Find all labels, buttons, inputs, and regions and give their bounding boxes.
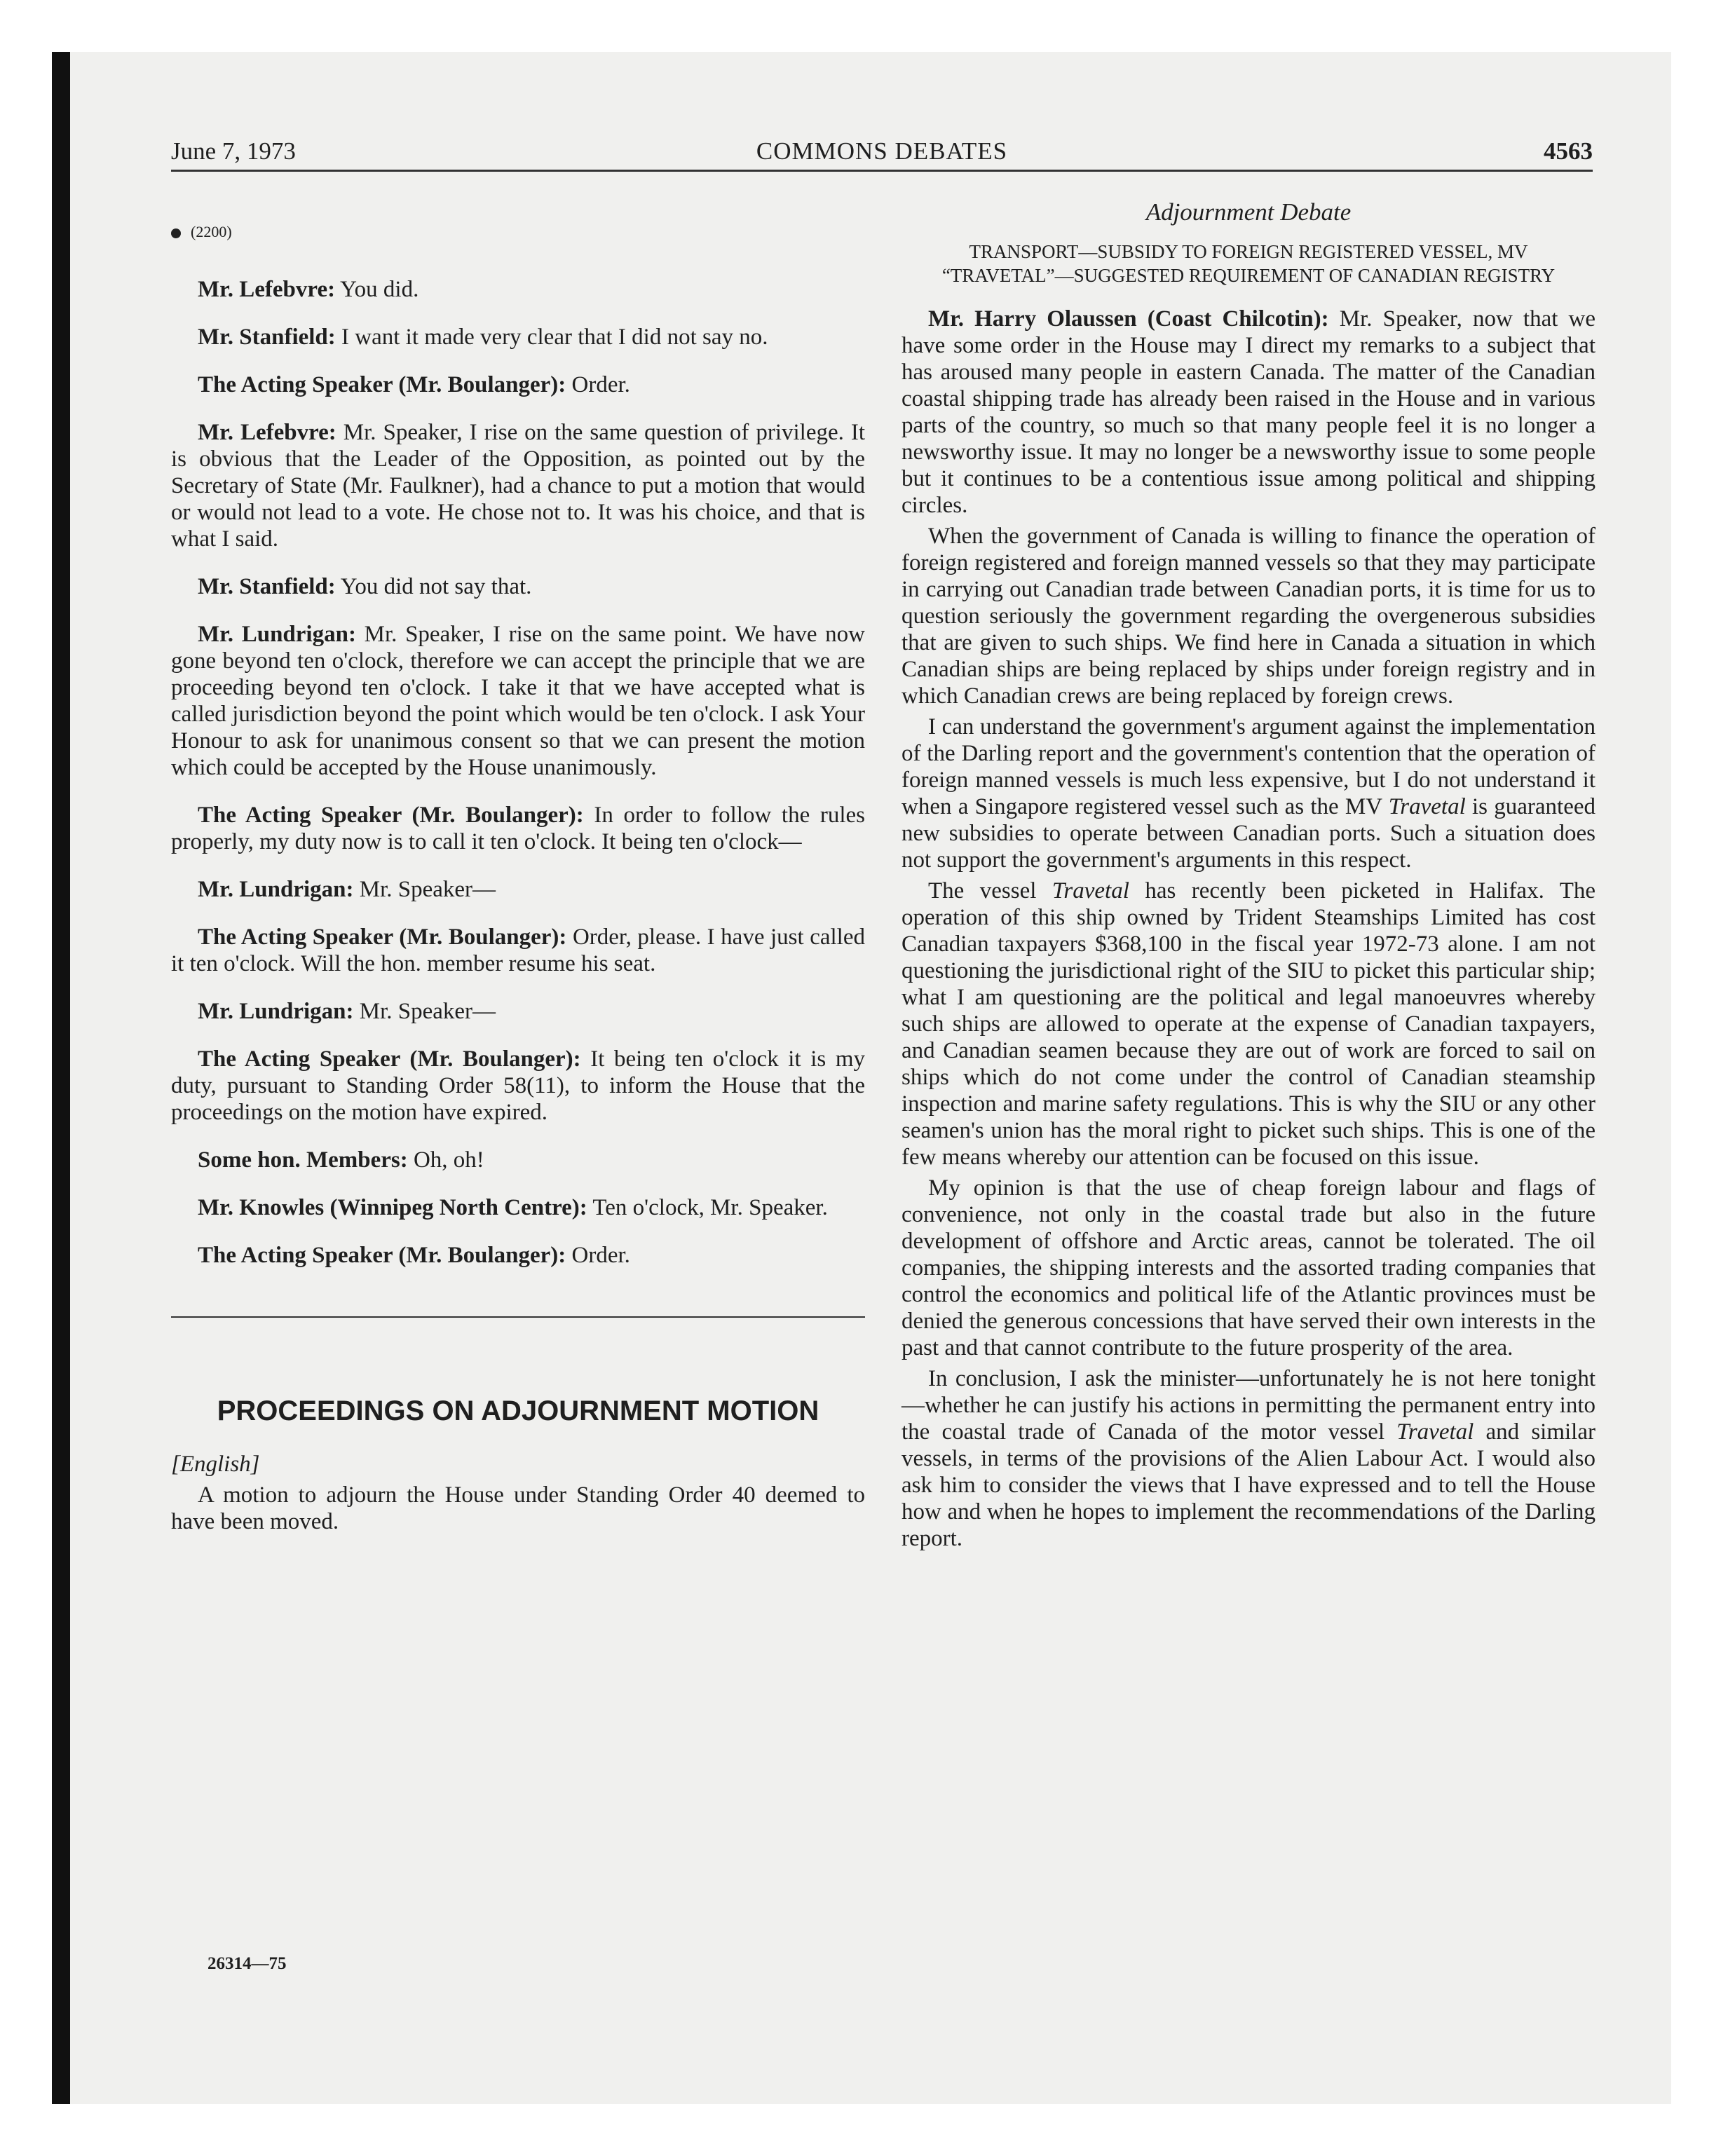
speaker-name: Mr. Stanfield:	[198, 574, 336, 599]
speaker-name: Mr. Knowles (Winnipeg North Centre):	[198, 1195, 587, 1220]
speech-paragraph: My opinion is that the use of cheap foreign labour and flags of convenience, not only in the coastal trade but also in the future development of offshore and Arctic areas, cannot be tolerated. The oil companies, the shipping interests and the assorted trading companies that control the economics and political life of the Atlantic provinces must be denied the generous concessions that have served their own interests in the past and that cannot contribute to the future prosperity of the area.	[901, 1175, 1595, 1360]
exchange-text: Mr. Speaker, I rise on the same question of privilege. It is obvious that the Leader of the Opposition, as pointed out by the Secretary of State (Mr. Faulkner), had a chance to put a motion that would or would not lead to a vote. He chose not to. It was his choice, and that is what I said.	[171, 420, 865, 552]
footer-code: 26314—75	[207, 1954, 287, 1973]
scan-edge-bar	[52, 52, 70, 2104]
exchange-paragraph	[171, 324, 865, 350]
exchange-paragraph	[171, 1194, 865, 1221]
exchange-text: In order to follow the rules properly, my duty now is to call it ten o'clock. It being ten o'clock—	[171, 803, 866, 854]
exchange-list	[171, 276, 865, 1269]
exchange-text: Mr. Speaker, I rise on the same point. We have now gone beyond ten o'clock, therefore we can accept the principle that we are proceeding beyond ten o'clock. I take it that we have accepted what is called jurisdiction beyond the point which would be ten o'clock. I ask Your Honour to ask for unanimous consent so that we can present the motion which could be accepted by the House unanimously.	[171, 622, 865, 780]
running-header	[171, 135, 1593, 172]
proceedings-text: A motion to adjourn the House under Standing Order 40 deemed to have been moved.	[171, 1482, 865, 1534]
document-page	[52, 52, 1671, 2104]
exchange-paragraph	[171, 573, 865, 600]
speaker-name: Mr. Lundrigan:	[198, 877, 354, 902]
exchange-text: You did not say that.	[335, 574, 532, 599]
speech-paragraph: I can understand the government's argument against the implementation of the Darling report and the government's contention that the operation of foreign manned vessels is much less expensive, but I do not understand it when a Singapore registered vessel such as the MV Travetal is guaranteed new subsidies to operate between Canadian ports. Such a situation does not support the government's arguments in this respect.	[901, 714, 1595, 873]
exchange-text: Mr. Speaker—	[353, 999, 496, 1024]
speaker-name: Mr. Lundrigan:	[198, 999, 354, 1024]
bullet-icon	[171, 228, 181, 238]
exchange-paragraph	[171, 924, 865, 977]
debate-subject: TRANSPORT—SUBSIDY TO FOREIGN REGISTERED VESSEL, MV “TRAVETAL”—SUGGESTED REQUIREMENT OF CANADIAN REGISTRY	[941, 241, 1556, 286]
exchange-text: Order.	[566, 1243, 630, 1268]
speech-paragraph: Mr. Harry Olaussen (Coast Chilcotin): Mr. Speaker, now that we have some order in the House may I direct my remarks to a subject that has aroused many people in eastern Canada. The matter of the Canadian coastal shipping trade has already been raised in the House and in various parts of the country, so much so that many people feel it is no longer a newsworthy issue. It may no longer be a newsworthy issue to some people but it continues to be a contentious issue among political and shipping circles.	[901, 306, 1595, 518]
speaker-name: Mr. Lefebvre:	[198, 420, 336, 445]
speech-paragraph: When the government of Canada is willing to finance the operation of foreign registered and foreign manned vessels so that they may participate in carrying out Canadian trade between Canadian ports, it is time for us to question seriously the government regarding the overgenerous subsidies that are given to such ships. We find here in Canada a situation in which Canadian ships are being replaced by ships under foreign registry and in which Canadian crews are being replaced by foreign crews.	[901, 524, 1595, 709]
speaker-name: Mr. Lundrigan:	[198, 622, 356, 647]
exchange-text: It being ten o'clock it is my duty, pursuant to Standing Order 58(11), to inform the House that the proceedings on the motion have expired.	[171, 1046, 865, 1125]
speaker-name: Mr. Stanfield:	[198, 325, 336, 350]
exchange-paragraph	[171, 1046, 865, 1126]
time-stamp: (2200)	[171, 219, 865, 245]
header-date: June 7, 1973	[171, 137, 296, 165]
right-column	[901, 199, 1595, 1556]
adjournment-heading: Adjournment Debate	[1145, 198, 1352, 226]
speaker-name: Mr. Harry Olaussen (Coast Chilcotin):	[928, 306, 1329, 332]
exchange-text: Mr. Speaker—	[353, 877, 496, 902]
exchange-paragraph	[171, 276, 865, 303]
section-heading: PROCEEDINGS ON ADJOURNMENT MOTION	[217, 1396, 819, 1426]
speaker-name: The Acting Speaker (Mr. Boulanger):	[198, 372, 566, 397]
exchange-paragraph	[171, 621, 865, 781]
speaker-name: The Acting Speaker (Mr. Boulanger):	[198, 1046, 581, 1072]
header-title: COMMONS DEBATES	[756, 137, 1008, 165]
header-page-number: 4563	[1544, 137, 1593, 165]
language-note: [English]	[171, 1452, 260, 1477]
speaker-name: The Acting Speaker (Mr. Boulanger):	[198, 925, 567, 950]
left-column	[171, 199, 865, 1535]
speaker-name: The Acting Speaker (Mr. Boulanger):	[198, 1243, 566, 1268]
exchange-paragraph	[171, 1147, 865, 1173]
exchange-text: You did.	[335, 277, 419, 302]
exchange-text: Order, please. I have just called it ten o'clock. Will the hon. member resume his seat.	[171, 925, 866, 976]
exchange-paragraph	[171, 1242, 865, 1269]
exchange-paragraph	[171, 998, 865, 1025]
exchange-text: I want it made very clear that I did not say no.	[335, 325, 768, 350]
exchange-paragraph	[171, 876, 865, 903]
speaker-name: Some hon. Members:	[198, 1147, 408, 1173]
speech-paragraph: The vessel Travetal has recently been picketed in Halifax. The operation of this ship owned by Trident Steamships Limited has cost Canadian taxpayers $368,100 in the fiscal year 1972-73 alone. I am not questioning the jurisdictional right of the SIU to picket this particular ship; what I am questioning are the political and legal manoeuvres whereby such ships are allowed to operate at the expense of Canadian taxpayers, and Canadian seamen because they are out of work are forced to sail on ships which do not come under the control of Canadian steamship inspection and marine safety regulations. This is why the SIU or any other seamen's union has the moral right to picket such ships. This is one of the few means whereby our attention can be focused on this issue.	[901, 878, 1595, 1170]
exchange-text: Order.	[566, 372, 630, 397]
section-divider	[171, 1316, 865, 1318]
exchange-text: Ten o'clock, Mr. Speaker.	[587, 1195, 828, 1220]
exchange-paragraph	[171, 802, 865, 855]
exchange-paragraph	[171, 371, 865, 398]
exchange-text: Oh, oh!	[407, 1147, 484, 1173]
speaker-name: The Acting Speaker (Mr. Boulanger):	[198, 803, 584, 828]
speech-paragraph: In conclusion, I ask the minister—unfortunately he is not here tonight—whether he can justify his actions in permitting the permanent entry into the coastal trade of Canada of the motor vessel Travetal and similar vessels, in terms of the provisions of the Alien Labour Act. I would also ask him to consider the views that I have expressed and to tell the House how and when he hopes to implement the recommendations of the Darling report.	[901, 1366, 1595, 1551]
exchange-paragraph	[171, 419, 865, 552]
speaker-name: Mr. Lefebvre:	[198, 277, 336, 302]
